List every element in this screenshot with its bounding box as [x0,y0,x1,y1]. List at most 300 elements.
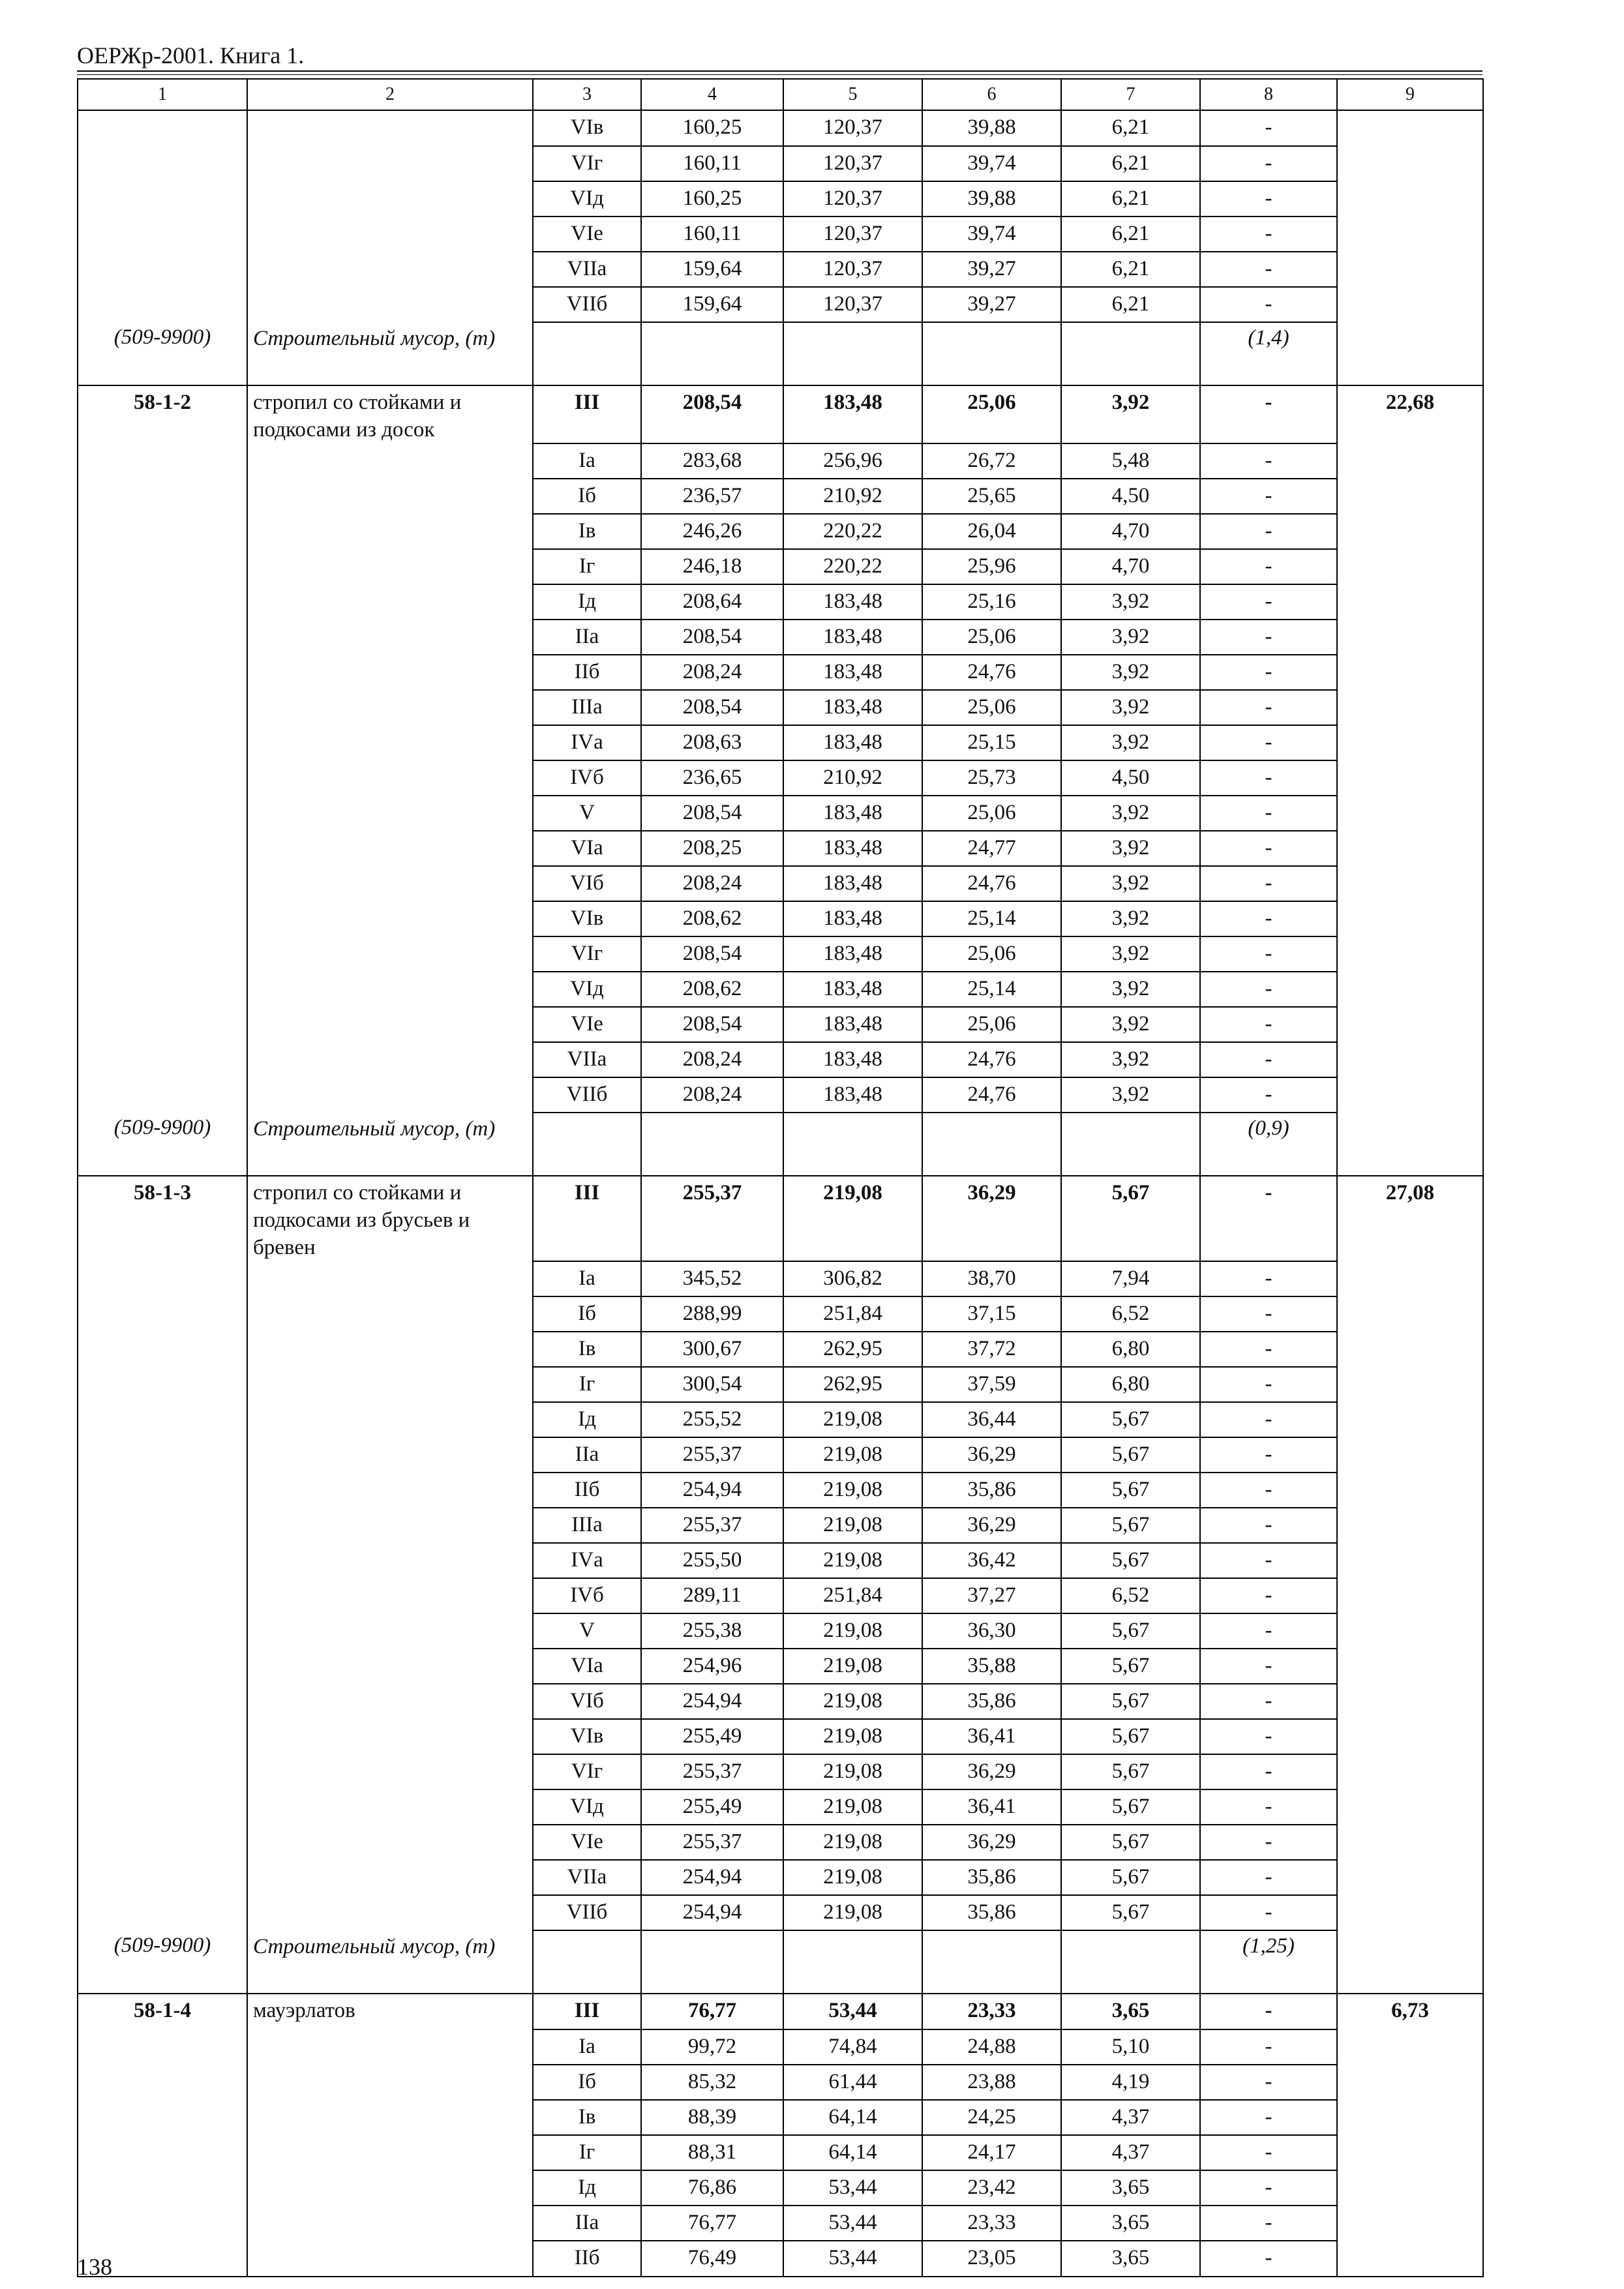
group-total-cell [1337,1578,1483,1613]
value-cell: 120,37 [783,146,922,181]
value-cell: 3,92 [1061,972,1200,1007]
value-cell: VIд [533,972,641,1007]
row-name-cell [247,1367,533,1402]
group-total-cell [1337,2206,1483,2241]
value-cell: 283,68 [641,443,783,479]
value-cell: - [1200,831,1337,866]
row-code-cell [78,2029,247,2065]
value-cell: 251,84 [783,1578,922,1613]
value-cell: 183,48 [783,690,922,725]
table-row [78,1754,1483,1789]
value-cell: 255,37 [641,1437,783,1473]
debris-empty-cell [783,1930,922,1994]
debris-row [78,1113,1483,1176]
value-cell: 183,48 [783,972,922,1007]
row-name-cell [247,1332,533,1367]
value-cell: 219,08 [783,1895,922,1930]
value-cell: VIе [533,1825,641,1860]
value-cell: 183,48 [783,936,922,972]
debris-row [78,1930,1483,1994]
row-name-cell [247,287,533,322]
value-cell: 53,44 [783,2241,922,2277]
value-cell: 4,50 [1061,479,1200,514]
group-total-cell [1337,1860,1483,1895]
value-cell: 3,92 [1061,725,1200,760]
value-cell: 3,92 [1061,620,1200,655]
value-cell: 208,54 [641,620,783,655]
value-cell: 25,16 [922,584,1061,620]
value-cell: - [1200,760,1337,796]
value-cell: 208,54 [641,690,783,725]
table-row [78,760,1483,796]
debris-empty-cell [783,1113,922,1176]
value-cell: 3,92 [1061,831,1200,866]
value-cell: 236,57 [641,479,783,514]
row-name-cell [247,1649,533,1684]
value-cell: 5,67 [1061,1649,1200,1684]
value-cell: - [1200,2065,1337,2100]
table-row [78,287,1483,322]
value-cell: 76,86 [641,2170,783,2206]
value-cell: 183,48 [783,385,922,443]
group-total-cell [1337,1402,1483,1437]
row-name-cell [247,831,533,866]
value-cell: 6,21 [1061,252,1200,287]
value-cell: 39,88 [922,181,1061,217]
value-cell: 26,04 [922,514,1061,549]
value-cell: 5,67 [1061,1895,1200,1930]
row-code-cell [78,549,247,584]
value-cell: Iв [533,1332,641,1367]
value-cell: - [1200,2206,1337,2241]
value-cell: 53,44 [783,2206,922,2241]
value-cell: 24,88 [922,2029,1061,2065]
row-name-cell [247,2135,533,2170]
value-cell: 99,72 [641,2029,783,2065]
column-number: 9 [1337,79,1483,110]
value-cell: 36,29 [922,1825,1061,1860]
group-total-cell [1337,2029,1483,2065]
value-cell: 5,67 [1061,1825,1200,1860]
table-row [78,1895,1483,1930]
table-row [78,1613,1483,1649]
value-cell: 208,54 [641,385,783,443]
row-code-cell [78,1684,247,1719]
value-cell: VIг [533,1754,641,1789]
value-cell: Iг [533,1367,641,1402]
group-total-cell [1337,620,1483,655]
row-name-cell [247,1296,533,1332]
value-cell: 24,25 [922,2100,1061,2135]
debris-total-cell [1337,1930,1483,1994]
value-cell: - [1200,1684,1337,1719]
row-code-cell [78,514,247,549]
row-code-cell [78,443,247,479]
table-row [78,443,1483,479]
column-number: 7 [1061,79,1200,110]
value-cell: - [1200,1719,1337,1754]
value-cell: 256,96 [783,443,922,479]
value-cell: - [1200,620,1337,655]
row-name-cell: стропил со стойками и подкосами из брусьев и бревен [247,1176,533,1261]
table-row [78,2065,1483,2100]
row-code-cell [78,2065,247,2100]
row-code-cell [78,1825,247,1860]
value-cell: VIв [533,1719,641,1754]
debris-empty-cell [922,322,1061,385]
value-cell: 25,14 [922,972,1061,1007]
value-cell: 5,67 [1061,1719,1200,1754]
value-cell: 208,54 [641,1007,783,1042]
row-code-cell [78,181,247,217]
value-cell: IIа [533,1437,641,1473]
value-cell: - [1200,181,1337,217]
row-code-cell [78,1578,247,1613]
value-cell: - [1200,110,1337,146]
value-cell: 39,27 [922,287,1061,322]
table-row [78,1825,1483,1860]
value-cell: 36,44 [922,1402,1061,1437]
value-cell: IIа [533,620,641,655]
row-name-cell [247,725,533,760]
value-cell: VIа [533,831,641,866]
value-cell: - [1200,1332,1337,1367]
group-total-cell: 22,68 [1337,385,1483,443]
value-cell: - [1200,1578,1337,1613]
value-cell: 208,62 [641,901,783,936]
row-code-cell [78,217,247,252]
value-cell: IVб [533,760,641,796]
value-cell: 36,42 [922,1543,1061,1578]
value-cell: 35,86 [922,1895,1061,1930]
value-cell: - [1200,1473,1337,1508]
row-name-cell [247,1860,533,1895]
row-code-cell [78,1860,247,1895]
value-cell: 219,08 [783,1719,922,1754]
value-cell: 24,17 [922,2135,1061,2170]
value-cell: 3,92 [1061,1042,1200,1077]
value-cell: 24,76 [922,1077,1061,1113]
group-total-cell [1337,514,1483,549]
row-code-cell [78,110,247,146]
row-code-cell [78,1042,247,1077]
group-total-cell [1337,972,1483,1007]
value-cell: 64,14 [783,2100,922,2135]
value-cell: IIIа [533,1508,641,1543]
value-cell: 23,88 [922,2065,1061,2100]
value-cell: 25,06 [922,385,1061,443]
value-cell: VIв [533,901,641,936]
value-cell: 183,48 [783,1077,922,1113]
value-cell: 76,77 [641,2206,783,2241]
row-name-cell [247,1473,533,1508]
debris-empty-cell [922,1113,1061,1176]
value-cell: VIIа [533,1042,641,1077]
value-cell: 39,27 [922,252,1061,287]
row-name-cell [247,217,533,252]
value-cell: - [1200,690,1337,725]
debris-value: (0,9) [1200,1113,1337,1176]
table-row [78,1332,1483,1367]
debris-empty-cell [922,1930,1061,1994]
value-cell: 88,31 [641,2135,783,2170]
column-number-row [78,79,1483,110]
value-cell: - [1200,584,1337,620]
table-row [78,2206,1483,2241]
group-total-cell [1337,443,1483,479]
value-cell: 4,50 [1061,760,1200,796]
value-cell: 36,29 [922,1176,1061,1261]
group-total-cell [1337,1473,1483,1508]
column-number: 2 [247,79,533,110]
row-code-cell [78,252,247,287]
value-cell: III [533,1994,641,2029]
value-cell: 23,42 [922,2170,1061,2206]
debris-empty-cell [641,1113,783,1176]
value-cell: 183,48 [783,796,922,831]
value-cell: 53,44 [783,2170,922,2206]
value-cell: 35,86 [922,1860,1061,1895]
value-cell: IIб [533,655,641,690]
group-total-cell [1337,110,1483,146]
row-code-cell [78,1473,247,1508]
group-total-cell [1337,1825,1483,1860]
value-cell: 5,67 [1061,1508,1200,1543]
value-cell: Iб [533,2065,641,2100]
value-cell: VIа [533,1649,641,1684]
value-cell: - [1200,1860,1337,1895]
page-number: 138 [77,2254,112,2280]
value-cell: 255,52 [641,1402,783,1437]
group-total-cell [1337,866,1483,901]
value-cell: 219,08 [783,1402,922,1437]
value-cell: VIIа [533,1860,641,1895]
price-table [77,78,1484,2277]
value-cell: 262,95 [783,1367,922,1402]
value-cell: 6,21 [1061,146,1200,181]
value-cell: 53,44 [783,1994,922,2029]
value-cell: 210,92 [783,760,922,796]
table-row [78,1176,1483,1261]
row-name-cell [247,1437,533,1473]
table-row [78,1007,1483,1042]
value-cell: 220,22 [783,514,922,549]
debris-empty-cell [641,1930,783,1994]
group-total-cell [1337,2100,1483,2135]
value-cell: V [533,1613,641,1649]
group-total-cell [1337,690,1483,725]
value-cell: VIд [533,1789,641,1825]
row-name-cell [247,1578,533,1613]
value-cell: 160,25 [641,181,783,217]
debris-value: (1,25) [1200,1930,1337,1994]
row-code-cell [78,584,247,620]
row-code-cell [78,1077,247,1113]
group-total-cell [1337,217,1483,252]
row-name-cell [247,901,533,936]
value-cell: - [1200,1007,1337,1042]
row-code-cell [78,2206,247,2241]
table-row [78,479,1483,514]
value-cell: 289,11 [641,1578,783,1613]
value-cell: 25,06 [922,690,1061,725]
value-cell: - [1200,1613,1337,1649]
value-cell: 36,29 [922,1508,1061,1543]
column-number: 8 [1200,79,1337,110]
debris-empty-cell [533,1113,641,1176]
row-name-cell [247,1261,533,1296]
group-total-cell [1337,1007,1483,1042]
row-code-cell [78,2170,247,2206]
row-code-cell [78,1261,247,1296]
row-name-cell [247,796,533,831]
value-cell: 35,88 [922,1649,1061,1684]
table-row [78,2241,1483,2277]
value-cell: 6,80 [1061,1367,1200,1402]
table-row [78,514,1483,549]
row-name-cell [247,252,533,287]
debris-empty-cell [641,322,783,385]
debris-label: Строительный мусор, (т) [247,1930,533,1994]
table-row [78,2100,1483,2135]
row-name-cell [247,110,533,146]
value-cell: 85,32 [641,2065,783,2100]
value-cell: 246,26 [641,514,783,549]
row-code-cell: 58-1-4 [78,1994,247,2029]
value-cell: 6,52 [1061,1296,1200,1332]
value-cell: - [1200,514,1337,549]
column-number: 3 [533,79,641,110]
value-cell: 3,92 [1061,690,1200,725]
row-name-cell [247,584,533,620]
value-cell: 6,21 [1061,217,1200,252]
value-cell: 5,48 [1061,443,1200,479]
value-cell: 23,05 [922,2241,1061,2277]
value-cell: 345,52 [641,1261,783,1296]
value-cell: - [1200,1994,1337,2029]
group-total-cell [1337,1649,1483,1684]
table-row [78,831,1483,866]
value-cell: 208,24 [641,1077,783,1113]
table-row [78,725,1483,760]
group-total-cell [1337,1895,1483,1930]
table-row [78,1994,1483,2029]
debris-code: (509-9900) [78,1113,247,1176]
value-cell: IVа [533,1543,641,1578]
value-cell: 37,59 [922,1367,1061,1402]
value-cell: 39,74 [922,217,1061,252]
row-name-cell [247,690,533,725]
group-total-cell [1337,725,1483,760]
value-cell: 61,44 [783,2065,922,2100]
value-cell: 300,67 [641,1332,783,1367]
row-code-cell [78,1508,247,1543]
group-total-cell [1337,1543,1483,1578]
value-cell: - [1200,1754,1337,1789]
table-row [78,1684,1483,1719]
table-row [78,796,1483,831]
value-cell: 3,92 [1061,866,1200,901]
value-cell: 255,37 [641,1176,783,1261]
table-row [78,252,1483,287]
value-cell: 254,96 [641,1649,783,1684]
value-cell: 5,67 [1061,1860,1200,1895]
value-cell: VIг [533,936,641,972]
header-rule [77,70,1482,72]
value-cell: 254,94 [641,1895,783,1930]
value-cell: IIIа [533,690,641,725]
value-cell: 3,92 [1061,936,1200,972]
group-total-cell [1337,181,1483,217]
header-rule-thin [77,74,1482,75]
value-cell: 39,74 [922,146,1061,181]
table-row [78,1508,1483,1543]
row-code-cell [78,2135,247,2170]
row-code-cell [78,796,247,831]
value-cell: 38,70 [922,1261,1061,1296]
value-cell: 26,72 [922,443,1061,479]
value-cell: 5,67 [1061,1684,1200,1719]
page-header: ОЕРЖр-2001. Книга 1. [77,42,305,68]
row-code-cell [78,655,247,690]
value-cell: - [1200,2170,1337,2206]
debris-label: Строительный мусор, (т) [247,322,533,385]
row-code-cell [78,146,247,181]
value-cell: VIе [533,217,641,252]
group-total-cell [1337,584,1483,620]
column-number: 1 [78,79,247,110]
value-cell: - [1200,1437,1337,1473]
row-code-cell [78,1754,247,1789]
value-cell: IIб [533,1473,641,1508]
value-cell: 219,08 [783,1176,922,1261]
row-code-cell: 58-1-3 [78,1176,247,1261]
value-cell: 5,67 [1061,1402,1200,1437]
value-cell: Iв [533,2100,641,2135]
debris-value: (1,4) [1200,322,1337,385]
group-total-cell [1337,796,1483,831]
value-cell: - [1200,1042,1337,1077]
row-code-cell [78,1332,247,1367]
value-cell: 208,25 [641,831,783,866]
value-cell: IIа [533,2206,641,2241]
value-cell: 255,49 [641,1789,783,1825]
table-row [78,2170,1483,2206]
value-cell: 208,24 [641,866,783,901]
debris-empty-cell [1061,1930,1200,1994]
value-cell: - [1200,443,1337,479]
group-total-cell: 27,08 [1337,1176,1483,1261]
value-cell: 159,64 [641,287,783,322]
column-number: 4 [641,79,783,110]
table-row [78,181,1483,217]
value-cell: 5,67 [1061,1789,1200,1825]
debris-empty-cell [1061,322,1200,385]
value-cell: 219,08 [783,1649,922,1684]
value-cell: - [1200,1261,1337,1296]
value-cell: 25,14 [922,901,1061,936]
debris-total-cell [1337,322,1483,385]
value-cell: Iб [533,1296,641,1332]
group-total-cell [1337,2135,1483,2170]
group-total-cell [1337,1332,1483,1367]
value-cell: 160,25 [641,110,783,146]
group-total-cell [1337,1261,1483,1296]
value-cell: - [1200,217,1337,252]
value-cell: 25,06 [922,936,1061,972]
group-total-cell [1337,479,1483,514]
value-cell: 39,88 [922,110,1061,146]
